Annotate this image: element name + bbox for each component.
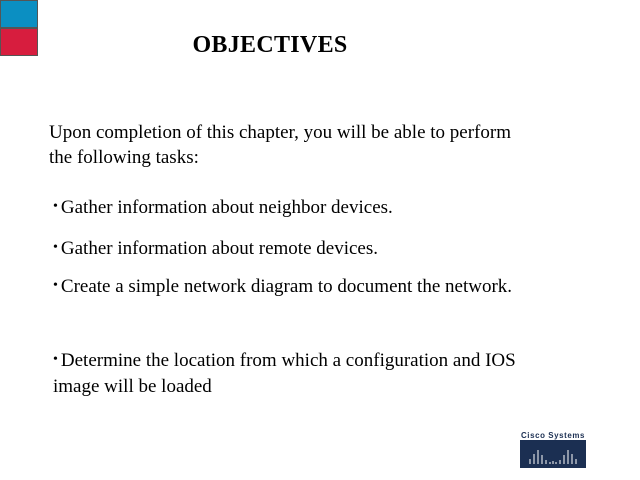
objective-text: Determine the location from which a configuration and IOS image will be loaded — [53, 350, 516, 397]
cisco-bridge-icon — [520, 440, 586, 468]
cisco-systems-logo — [520, 430, 586, 468]
objective-text: Gather information about remote devices. — [60, 238, 378, 259]
objective-item — [53, 194, 523, 221]
bullet-icon: • — [53, 352, 58, 367]
objective-item — [53, 347, 523, 400]
objective-text: Create a simple network diagram to document the network. — [60, 276, 513, 297]
slide-title: OBJECTIVES — [192, 32, 348, 58]
objective-item — [53, 273, 523, 300]
bullet-icon: • — [53, 240, 58, 255]
corner-accent-blue — [0, 0, 38, 28]
cisco-wordmark-text: Cisco Systems — [521, 431, 585, 440]
cisco-wordmark — [520, 430, 586, 440]
objective-text: Gather information about neighbor devices. — [60, 197, 393, 218]
bullet-icon: • — [53, 199, 58, 214]
intro-text: Upon completion of this chapter, you will be able to perform the following tasks: — [49, 122, 511, 168]
bullet-icon: • — [53, 278, 58, 293]
objective-item — [53, 235, 523, 262]
